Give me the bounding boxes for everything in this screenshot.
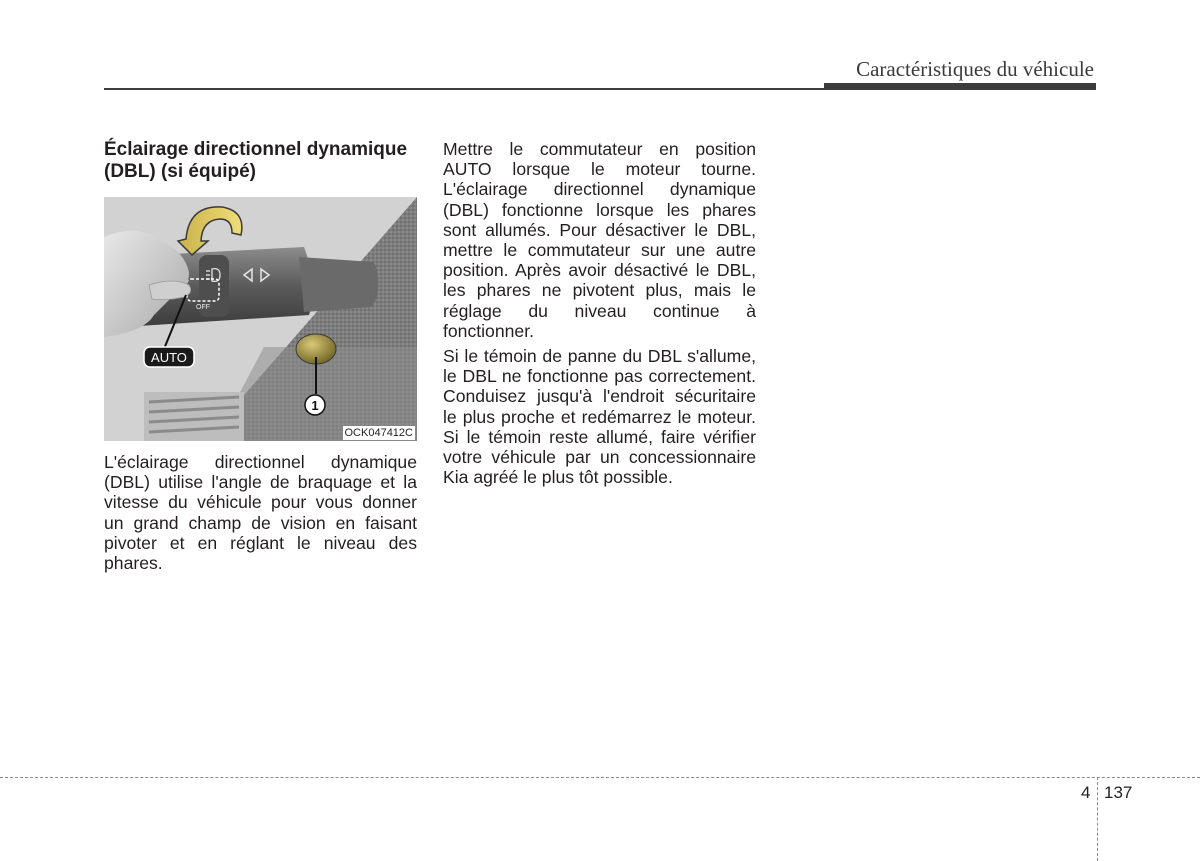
- middle-column: [443, 139, 756, 487]
- middle-paragraph-1: Mettre le commutateur en position AUTO lorsque le moteur tourne. L'éclairage directionnel dynamique (DBL) fonctionne lorsque les phares sont allumés. Pour désactiver le DBL, mettre le commutateur sur une autre position. Après avoir désactivé le DBL, les phares ne pivotent plus, mais le réglage du niveau continue à fonctionner.: [443, 139, 756, 341]
- off-label: OFF: [196, 304, 210, 311]
- header-title: Caractéristiques du véhicule: [856, 57, 1094, 81]
- page-number: 137: [1104, 783, 1133, 802]
- header-rule-thin: [104, 88, 824, 90]
- dbl-switch-figure: [104, 197, 417, 441]
- left-column: [104, 452, 417, 573]
- footer-dashed-rule: [0, 777, 1200, 778]
- figure-caption: OCK047412C: [344, 427, 413, 439]
- header-rule-thick: [824, 83, 1096, 90]
- callout-number: 1: [311, 398, 319, 413]
- middle-paragraph-2: Si le témoin de panne du DBL s'allume, le DBL ne fonctionne pas correctement. Conduisez jusqu'à l'endroit sécuritaire le plus proche et redémarrez le moteur. Si le témoin reste allumé, faire vérifier votre véhicule par un concessionnaire Kia agréé le plus tôt possible.: [443, 346, 756, 488]
- left-paragraph: L'éclairage directionnel dynamique (DBL) utilise l'angle de braquage et la vitesse du véhicule pour vous donner un grand champ de vision en faisant pivoter et en réglant le niveau des phares.: [104, 452, 417, 574]
- footer-vertical-dashed-rule: [1097, 777, 1098, 861]
- section-heading: Éclairage directionnel dynamique (DBL) (si équipé): [104, 139, 408, 182]
- stalk-tip: [299, 257, 379, 312]
- chapter-number: 4: [1081, 783, 1091, 802]
- auto-label: AUTO: [151, 350, 187, 365]
